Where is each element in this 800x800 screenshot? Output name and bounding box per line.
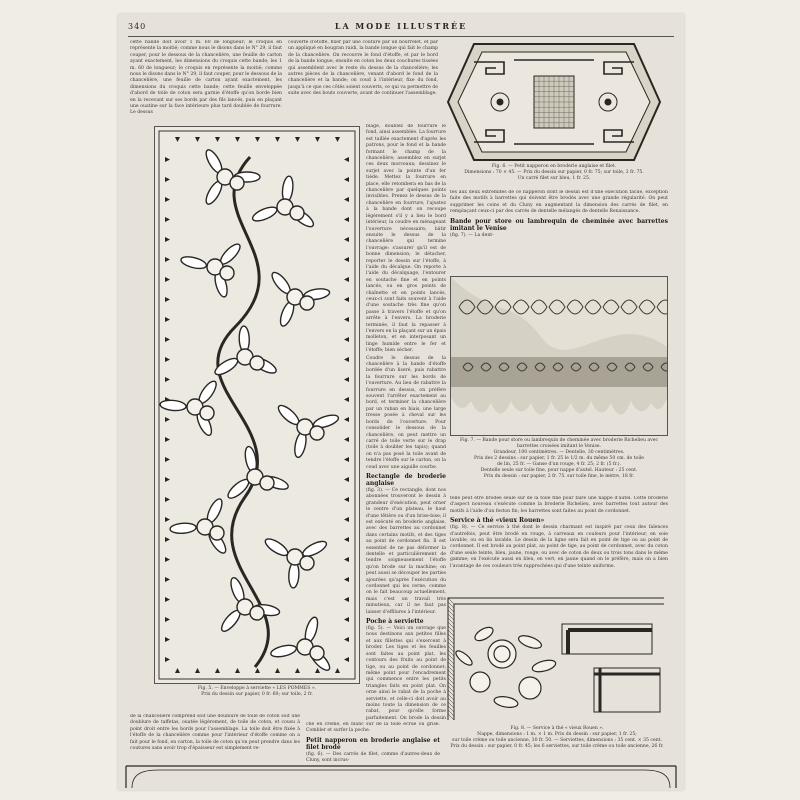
paragraph: cette bande doit avoir 1 m. 60 de longueur; le croquis en représente la moitié; comme nous le disons dans le N° 29, il faut couper, pour le dessous de la chancelière, une feuille de carton ayant exactement, les dimensions du croquis cette bande; les 1 m. 60 de longueur; le croquis en représente la moitié; comme nous le disons dans le N° 29, il faut couper, pour le dessous de la chancelière, une feuille de carton ayant exactement, les dimensions du croquis cette bande; cette feuille enveloppée d'abord de toile de coton sera garnie d'étoffe qu'on borde bien en la recevant sur ses bords par des fils lancés, puis en plaçant une ouatine sur la face intérieure plus tard doublée de fourrure. Le dessus (130, 40, 282, 116)
caption-title: Fig. 8. — Service à thé « vieux Rouen ». (510, 726, 604, 731)
apple-shape (200, 406, 214, 420)
border-triangle (344, 497, 349, 502)
paragraph: blage, doublez de fourrure le fond, ainsi assemblée. La fourrure est taillée exactement d'après les patrons, pour le fond et la bande formant le champ de la chancelière; assemblez en surjet ces deux morceaux; dessinez le surjet avec la pointe d'un fer tiède. Mettez la fourrure en place, elle retombera en bas de la chancelière par quelques points invisibles. Prenez le dessus de la chancelière en fourrure, l'ajustez à la bande dont on recoupe légèrement s'il y a lieu le bord intérieur, la coudre en ménageant l'ouverture nécessaire; bâtir ensuite le dessus de la chancelière qui termine l'ouvrage: s'assurer qu'il est de bonne dimension; le détacher, reporter le dessin sur l'étoffe, à l'aide du décalque. On reporte à l'aide du décalquage, l'entourer en soutache fine et en points lancés, ou en gros points de chaînette et en points lancés, ceux-ci sont faits souvent à l'aide d'une soutache très fine qu'on passe à travers l'étoffe et qu'on arrête à l'envers. La broderie terminée, il faut la repasser à l'envers en la plaçant sur un épais molleton, et en interposant un linge humide entre le fer et l'étoffe; bien sécher. (366, 124, 446, 354)
border-triangle (344, 277, 349, 282)
border-triangle (344, 257, 349, 262)
magazine-page (118, 14, 684, 790)
border-triangle (195, 668, 200, 673)
tea-service-pattern (444, 594, 670, 724)
border-triangle (165, 177, 170, 182)
border-triangle (344, 357, 349, 362)
border-triangle (165, 277, 170, 282)
border-triangle (165, 417, 170, 422)
border-triangle (165, 517, 170, 522)
border-triangle (335, 668, 340, 673)
border-triangle (215, 668, 220, 673)
paragraph: (fig. 5). — Voici un ouvrage que nous destinons aux petites filles et aux fillettes qui s'exercent à broder. Les tiges et les feuilles sont faites au point plat, les contours des fruits au point de tige, ou au point de cordonnet; même point pour l'encadrement qui commence entre les petits triangles faits en point plat. On orne ainsi le rabat de la poche à serviette, et celle-ci doit avoir au moins toute la dimension de ce rabat, pour qu'elle forme parfaitement. On brode la dessin (366, 626, 446, 720)
section-heading: Bande pour store ou lambrequin de cheminée avec barrettes imitant le Venise (450, 217, 668, 232)
border-triangle (315, 137, 320, 142)
border-triangle (165, 377, 170, 382)
border-triangle (344, 557, 349, 562)
border-triangle (344, 297, 349, 302)
doily-illustration (444, 40, 664, 164)
leaf-shape (239, 326, 250, 352)
paragraph: (fig. 8). — Ce service à thé dont le dessin charmant est inspiré par ceux des faïences d'autrefois, peut être brodé en rouge, à carreaux en couleurs pour l'intérieur, en soie lavable, ou en lin lavable. Le dessin de la ligne sera fait en point de tige ou au point de cordonnet. Il est brodé au point plat, au point de tige, au point de cordonnet, avec du coton d'une seule teinte, bleu, jaune, rouge, ou avec de coton de deux ou trois tons dans le même gamme; on l'exécute aussi en bleu, en vert, en jaune quand on le préfère, mais on a bien l'avantage de ces couleurs très rapprochées qui d'une teinte uniforme. (450, 525, 668, 569)
border-triangle (344, 517, 349, 522)
border-triangle (165, 357, 170, 362)
paragraph: Coudre le dessus de la chancelière à la bande d'étoffe bordée d'un liseré, puis rabattre la fourrure sur les bords de l'ouverture. Au lieu de rabattre la fourrure en dessus, on préfère souvent l'arrêter exactement au bord, et terminer la chancelière par un ruban en biais, une large tresse posée à cheval sur les bords de l'ouverture. Pour consolider le dessous de la chancelière, on peut mettre un carré de toile verte sur le drap (toile à doubler les tapis); quand on n'a pas posé la toile avant de tendre l'étoffe sur le carton, on la coud avec une aiguille courbe. (366, 355, 446, 470)
border-triangle (344, 377, 349, 382)
paragraph: (fig. 7). — La dent- (450, 232, 494, 238)
border-triangle (175, 137, 180, 142)
border-triangle (165, 437, 170, 442)
border-triangle (165, 217, 170, 222)
apple-shape (260, 476, 274, 490)
border-triangle (344, 197, 349, 202)
border-triangle (344, 577, 349, 582)
caption-line: Nappe, dimensions : 1 m. × 1 m. Prix du dessin : sur papier, 1 fr. 25; (477, 732, 637, 737)
paragraph: couverte d'étoffe, fixer par une couture par un bourrelet, et par un appliqué en bougran raidi, la bande longue qui fait le champ de la chancelière. On recouvre le fond d'étoffe, et par le bord de la bande longue, ensuite en coton les deux couchures tissées qui assemblent avec le reste du dessus de la chancelière; les autres pièces de la chancelière, venant d'abord le fond de la chancelière et la bande; on coud à l'intérieur, fixe du fond, jusqu'à ce que ces côtés soient couverts, ce qui va permettre de suite avec des bouts couverte, avant de continuer l'assemblage. (288, 40, 438, 97)
apple-shape (230, 176, 244, 190)
border-triangle (165, 617, 170, 622)
border-triangle (165, 477, 170, 482)
leaf-shape (288, 562, 299, 588)
border-triangle (165, 237, 170, 242)
border-triangle (175, 668, 180, 673)
text-column-top-left (130, 40, 282, 120)
journal-title: LA MODE ILLUSTRÉE (334, 21, 468, 31)
lace-band-photo (451, 277, 667, 435)
border-triangle (344, 597, 349, 602)
apple-shape (300, 556, 314, 570)
figure-7-caption (450, 438, 668, 480)
paragraph: (fig. 6). — Des carrés de filet, comme d'autres-deux de Cluny, sont incrus- (306, 751, 440, 764)
border-triangle (255, 137, 260, 142)
border-triangle (344, 157, 349, 162)
border-triangle (344, 177, 349, 182)
figure-5-caption (154, 686, 360, 698)
text-column-right-bottom (450, 496, 668, 592)
apple-shape (290, 206, 304, 220)
border-triangle (165, 457, 170, 462)
border-triangle (165, 317, 170, 322)
paragraph: tes aux deux extrémités de ce napperon dont le dessin est d'une exécution facile, exception faite des motifs à barrettes qui doivent être brodés avec une grande régularité. On peut supprimer les coins et du Cluny en augmentant la dimension des carrés de filet, en remplaçant ceux-ci par des carrés de dentelle mélangés de dentelle Renaissance. (450, 190, 668, 215)
border-triangle (344, 317, 349, 322)
border-triangle (344, 417, 349, 422)
border-triangle (344, 477, 349, 482)
border-triangle (165, 557, 170, 562)
border-triangle (165, 577, 170, 582)
border-triangle (235, 668, 240, 673)
page-number: 340 (128, 22, 147, 31)
border-triangle (255, 668, 260, 673)
caption-price: Prix du dessin sur papier, 0 fr. 60; sur toile, 2 fr. (201, 692, 313, 697)
border-triangle (165, 197, 170, 202)
border-triangle (165, 597, 170, 602)
leaf-shape (180, 255, 208, 271)
paragraph: telle peut être brodée seule sur de la toile fine pour faire une nappe d'autel. Cette broderie d'aspect nouveau s'exécute comme la broderie Richelieu, avec barrettes tout autour des motifs à l'aide d'un feston fin; les barrettes sont faites au point de cordonnet. (450, 496, 668, 514)
figure-8-tea-service (444, 594, 670, 724)
header-rule (128, 36, 674, 37)
border-triangle (165, 657, 170, 662)
figure-8-caption (444, 726, 670, 750)
caption-line: Grandeur, 100 centimètres. — Dentelle, 30 centimètres. (493, 450, 625, 455)
border-triangle (195, 137, 200, 142)
border-triangle (344, 397, 349, 402)
border-triangle (165, 637, 170, 642)
border-triangle (344, 337, 349, 342)
border-triangle (165, 297, 170, 302)
caption-line: de lin, 25 fr. — Ganse d'un rouge, 4 fr. 25; 2 fr. (5 fr.). (496, 462, 622, 467)
caption-line: Dentelle seule sur toile fine, pour nappe d'autel. Hauteur : 25 cent. (480, 468, 638, 473)
apple-embroidery-pattern (155, 127, 359, 683)
border-triangle (215, 137, 220, 142)
border-triangle (165, 497, 170, 502)
leaf-shape (160, 399, 187, 411)
border-triangle (275, 137, 280, 142)
border-triangle (295, 137, 300, 142)
figure-7-lace-band (450, 276, 668, 436)
caption-line: Dimensions : 70 × 45. — Prix du dessin sur papier, 0 fr. 75; sur toile, 2 fr. 75. (464, 170, 644, 175)
caption-line: sur toile crème ou toile ancienne, 30 fr. 50. — Serviettes, dimensions : 35 cent. × 35 cent. (452, 738, 662, 743)
paragraph: che en crème, en blanc sur de la toile écrue ou grise. Combler et surfer la poche. (306, 722, 440, 734)
border-triangle (165, 337, 170, 342)
border-triangle (335, 137, 340, 142)
border-triangle (315, 668, 320, 673)
paragraph: (fig. 3). — Ce rectangle, dont nos abonnées trouveront le dessin à grandeur d'exécution, peut orner le centre d'un plateau, le haut d'une têtière ou d'un brise-bise; il est exécuté en broderie anglaise, avec des barrettes au cordonnet dans certains motifs, et des tiges au point de cordonnet fin. Il est essentiel de ne pas déformer la dentelle et particulièrement de tendre soigneusement l'étoffe qu'on brode sur la machine; on peut aussi se découper les parties ajourées qu'après l'exécution du cordonnet qui les cerne, comme on le fait beaucoup actuellement, mais c'est un travail très minutieux, car il ne faut pas laisser d'effilures à l'intérieur. (366, 487, 446, 615)
page-header (128, 20, 674, 36)
apple-shape (300, 296, 314, 310)
apple-shape (310, 646, 324, 660)
border-triangle (165, 157, 170, 162)
text-column-middle (366, 124, 446, 720)
leaf-shape (270, 643, 298, 659)
caption-title: Fig. 7. — Bande pour store ou lambrequin de cheminée avec broderie Richelieu avec barrettes croisées imitant le Venise. (459, 438, 659, 449)
border-triangle (344, 537, 349, 542)
border-triangle (344, 637, 349, 642)
apple-shape (220, 266, 234, 280)
decorative-bottom-border (118, 760, 684, 790)
border-triangle (344, 237, 349, 242)
apple-shape (310, 426, 324, 440)
border-triangle (344, 657, 349, 662)
border-triangle (344, 617, 349, 622)
border-triangle (344, 457, 349, 462)
border-triangle (235, 137, 240, 142)
border-triangle (165, 537, 170, 542)
text-column-right-top (450, 190, 668, 276)
leaf-shape (251, 204, 279, 223)
border-triangle (344, 437, 349, 442)
leaf-shape (170, 522, 197, 534)
caption-line: Prix du dessin : sur papier, 2 fr. 75. sur toile fine, le mètre, 18 fr. (483, 474, 635, 479)
apple-shape (210, 526, 224, 540)
caption-title: Fig. 6. — Petit napperon en broderie anglaise et filet. (491, 164, 617, 169)
caption-line: Un carré filet sur bleu, 1 fr. 25. (517, 176, 591, 181)
text-column-top-center (288, 40, 438, 118)
apple-shape (250, 606, 264, 620)
section-heading: Rectangle de broderie anglaise (366, 472, 446, 487)
section-heading: Petit napperon en broderie anglaise et filet brodé (306, 736, 440, 751)
apple-shape (250, 356, 264, 370)
caption-line: Prix des 2 dessins : sur papier, 1 fr. 25 le 1/2 m. du même 50 cm. de toile (474, 456, 644, 461)
border-triangle (344, 217, 349, 222)
figure-6-caption (444, 164, 664, 182)
border-triangle (275, 668, 280, 673)
figure-6-doily (444, 40, 664, 164)
leaf-shape (263, 536, 290, 559)
border-triangle (165, 257, 170, 262)
figure-5-apple-envelope (154, 126, 360, 684)
section-heading: Service à thé «vieux Rouen» (450, 517, 545, 525)
section-heading: Poche à serviette (366, 618, 424, 626)
caption-title: Fig. 5. — Enveloppe à serviette « LES POMMES ». (197, 686, 317, 691)
paragraph: de la chancelière comprend soit une doublure de toile de coton soit une doublure de taffetas, ouatée légèrement, de toile de coton, et cousu à point droit entre les bords pour l'assemblage. La toile doit être fixée à l'étoffe de la chancelière comme pour l'intérieur d'étoffe comme on a fait pour le fond, en carton, la toile de coton qu'on peut prendre dans les coutures sans avoir trop d'épaisseur est simplement re- (130, 714, 300, 752)
caption-line: Prix du dessin : sur papier, 0 fr. 45; les 6 serviettes, sur toile crème ou toile ancienne, 26 fr. (450, 744, 664, 749)
border-triangle (295, 668, 300, 673)
